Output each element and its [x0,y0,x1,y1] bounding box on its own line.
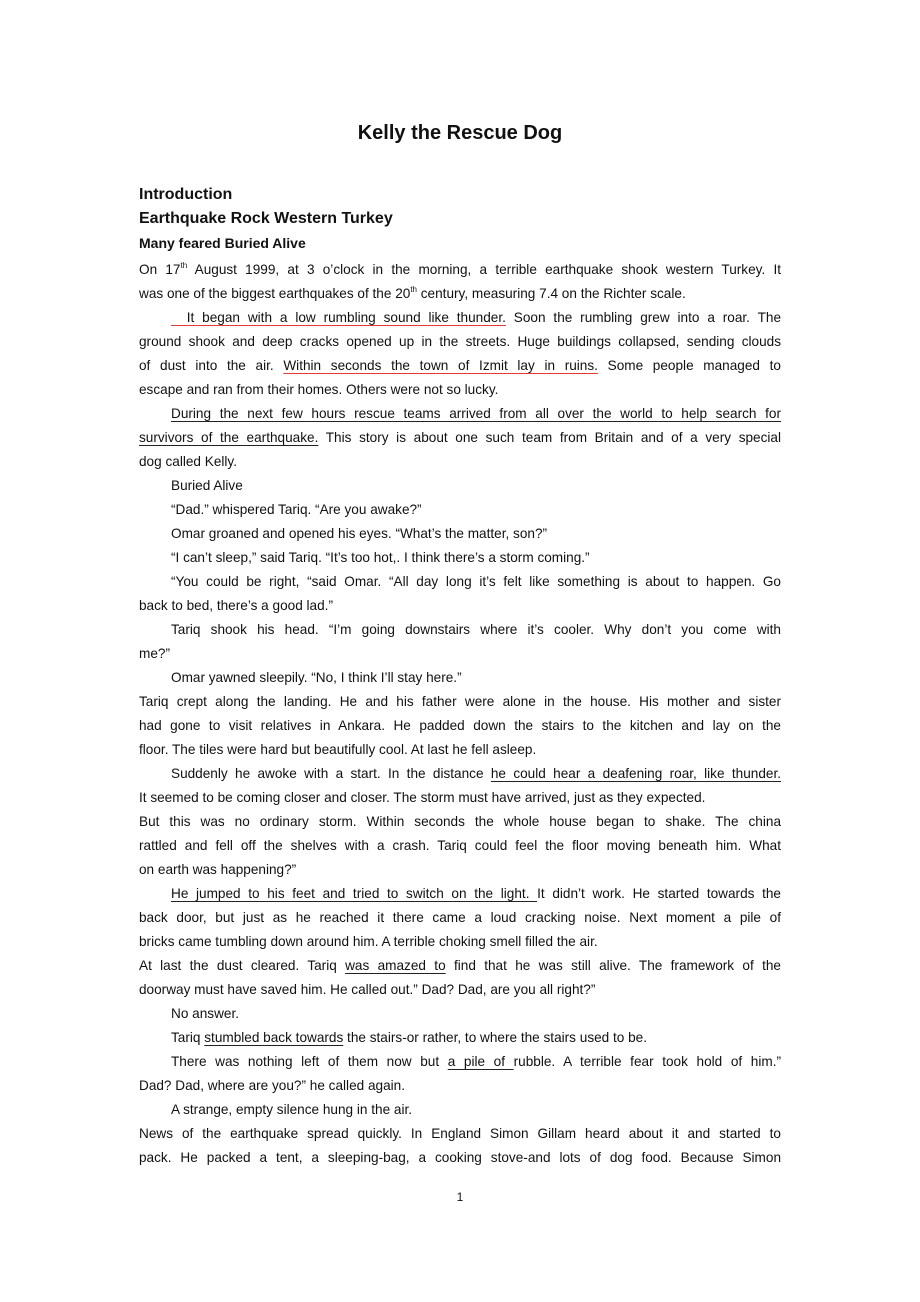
text-segment: This story is about one such team from Britain and of a very special [318,430,782,445]
underlined-text: a pile of [447,1054,514,1069]
text-segment: It seemed to be coming closer and closer. The storm must have arrived, just as they expected. [139,790,706,805]
text-segment: Suddenly he awoke with a start. In the distance [171,766,491,781]
text-line [139,978,781,1002]
text-line [139,786,781,810]
headline: Earthquake Rock Western Turkey [139,210,393,227]
body-text [139,258,781,1170]
underlined-text: During the next few hours rescue teams arrived from all over the world to help search for [171,406,781,421]
text-line [139,666,781,690]
text-line [139,1098,781,1122]
document-title: Kelly the Rescue Dog [357,122,563,144]
text-line [139,738,781,762]
text-line [139,306,781,330]
text-line [139,450,781,474]
text-line [139,1122,781,1146]
text-line [139,858,781,882]
text-segment: “You could be right, “said Omar. “All day long it’s felt like something is about to happen. Go [171,574,781,589]
text-segment: On 17 [139,262,181,277]
text-segment: No answer. [171,1006,240,1021]
text-line [139,570,781,594]
text-segment: Omar groaned and opened his eyes. “What’s the matter, son?” [171,526,548,541]
text-segment: rattled and fell off the shelves with a crash. Tariq could feel the floor moving beneath him. What [139,838,781,853]
page-number: 1 [456,1190,464,1204]
text-line [139,594,781,618]
underlined-text: It began with a low rumbling sound like thunder. [171,310,506,325]
text-segment: Tariq shook his head. “I’m going downstairs where it’s cooler. Why don’t you come with [171,622,781,637]
text-segment: of dust into the air. [139,358,284,373]
underlined-text: He jumped to his feet and tried to switch on the light. [171,886,538,901]
text-segment: floor. The tiles were hard but beautifully cool. At last he fell asleep. [139,742,537,757]
section-heading: Introduction [139,186,233,203]
text-segment: on earth was happening?” [139,862,297,877]
text-segment: bricks came tumbling down around him. A terrible choking smell filled the air. [139,934,598,949]
text-segment: News of the earthquake spread quickly. In England Simon Gillam heard about it and started to [139,1126,781,1141]
text-segment: pack. He packed a tent, a sleeping-bag, a cooking stove-and lots of dog food. Because Simon [139,1150,781,1165]
text-segment: August 1999, at 3 o’clock in the morning, a terrible earthquake shook western Turkey. It [187,262,781,277]
text-segment: find that he was still alive. The framework of the [445,958,781,973]
text-line [139,282,781,306]
text-line [139,354,781,378]
underlined-text: Within seconds the town of Izmit lay in ruins. [283,358,598,373]
text-segment: “I can’t sleep,” said Tariq. “It’s too hot,. I think there’s a storm coming.” [171,550,590,565]
text-line [139,1026,781,1050]
text-segment: century, measuring 7.4 on the Richter scale. [416,286,686,301]
text-segment: But this was no ordinary storm. Within seconds the whole house began to shake. The china [139,814,781,829]
underlined-text: stumbled back towards [204,1030,344,1045]
text-line [139,762,781,786]
text-line [139,426,781,450]
text-line [139,1050,781,1074]
text-line [139,498,781,522]
text-segment: Tariq [171,1030,205,1045]
text-line [139,1146,781,1170]
text-segment: Buried Alive [171,478,243,493]
text-line [139,330,781,354]
superscript: th [410,285,417,294]
text-segment: Omar yawned sleepily. “No, I think I’ll stay here.” [171,670,462,685]
text-line [139,522,781,546]
text-segment: ground shook and deep cracks opened up in the streets. Huge buildings collapsed, sending clouds [139,334,781,349]
text-segment: escape and ran from their homes. Others were not so lucky. [139,382,499,397]
text-segment: had gone to visit relatives in Ankara. He padded down the stairs to the kitchen and lay on the [139,718,781,733]
text-segment: doorway must have saved him. He called out.” Dad? Dad, are you all right?” [139,982,596,997]
text-segment: Tariq crept along the landing. He and his father were alone in the house. His mother and sister [139,694,781,709]
text-line [139,690,781,714]
text-segment: Soon the rumbling grew into a roar. The [505,310,782,325]
text-segment: At last the dust cleared. Tariq [139,958,346,973]
text-line [139,1074,781,1098]
text-line [139,714,781,738]
text-segment: back door, but just as he reached it there came a loud cracking noise. Next moment a pile of [139,910,781,925]
underlined-text: was amazed to [345,958,446,973]
text-segment: dog called Kelly. [139,454,237,469]
text-line [139,882,781,906]
text-line [139,474,781,498]
text-segment: me?” [139,646,170,661]
text-segment: Some people managed to [597,358,781,373]
text-line [139,378,781,402]
text-line [139,642,781,666]
underlined-text: he could hear a deafening roar, like thunder. [490,766,782,781]
text-line [139,906,781,930]
text-line [139,258,781,282]
text-line [139,930,781,954]
text-segment: rubble. A terrible fear took hold of him.” [513,1054,781,1069]
text-line [139,834,781,858]
text-segment: It didn’t work. He started towards the [537,886,781,901]
text-line [139,1002,781,1026]
underlined-text: survivors of the earthquake. [139,430,319,445]
text-line [139,402,781,426]
text-segment: A strange, empty silence hung in the air. [171,1102,413,1117]
text-segment: “Dad.” whispered Tariq. “Are you awake?” [171,502,422,517]
text-line [139,618,781,642]
text-segment: was one of the biggest earthquakes of the 20 [139,286,411,301]
text-line [139,546,781,570]
subheadline: Many feared Buried Alive [139,235,306,251]
text-segment: Dad? Dad, where are you?” he called again. [139,1078,406,1093]
text-line [139,810,781,834]
text-segment: the stairs-or rather, to where the stairs used to be. [343,1030,648,1045]
text-segment: There was nothing left of them now but [171,1054,448,1069]
superscript: th [180,261,188,270]
text-line [139,954,781,978]
text-segment: back to bed, there’s a good lad.” [139,598,333,613]
